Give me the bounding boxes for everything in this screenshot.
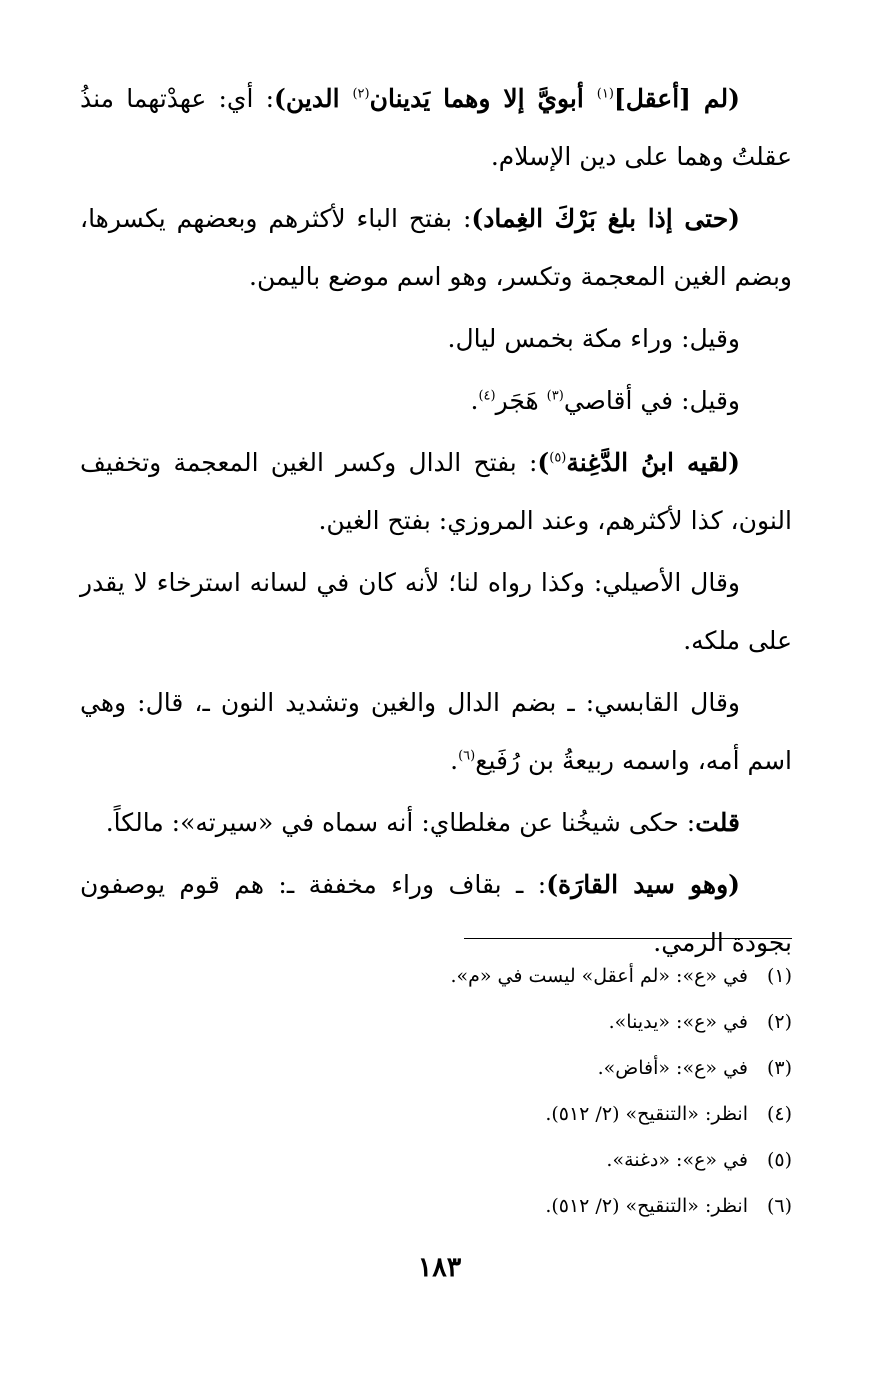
footnote-text: انظر: «التنقيح» (٢/ ٥١٢).: [545, 1195, 748, 1217]
footnote: [80, 1183, 792, 1229]
bold-text: قلت: [695, 808, 740, 837]
footnote-text: في «ع»: «لم أعقل» ليست في «م».: [450, 965, 748, 987]
footnote-text: في «ع»: «يدينا».: [608, 1011, 748, 1033]
footnote-reference: (٥): [549, 450, 567, 466]
footnote: [80, 999, 792, 1045]
bold-text: (لقيه ابنُ الدَّغِنة: [566, 448, 741, 477]
paragraph: [80, 372, 792, 430]
bold-text: (لم [أعقل]: [613, 84, 740, 113]
bold-text: (وهو سيد القارَة): [546, 870, 740, 899]
body-text: : بفتح الباء لأكثرهم وبعضهم يكسرها، وبضم الغين المعجمة وتكسر، وهو اسم موضع باليمن.: [80, 204, 792, 291]
main-text: [80, 70, 792, 976]
footnote-number: (٢): [766, 1011, 792, 1033]
footnote: [80, 953, 792, 999]
paragraph: [80, 434, 792, 550]
body-text: وقال الأصيلي: وكذا رواه لنا؛ لأنه كان في لسانه استرخاء لا يقدر على ملكه.: [80, 568, 792, 655]
body-text: وقيل: في أقاصي: [563, 386, 740, 415]
footnote-text: انظر: «التنقيح» (٢/ ٥١٢).: [545, 1103, 748, 1125]
body-text: .: [450, 746, 459, 775]
bold-text: الدين): [274, 84, 353, 113]
paragraph: [80, 674, 792, 790]
body-text: هَجَر: [495, 386, 547, 415]
paragraph: [80, 70, 792, 186]
bold-text: أبويَّ إلا وهما يَدينان: [369, 84, 597, 113]
footnote-text: في «ع»: «دغنة».: [606, 1149, 748, 1171]
bold-text: ): [537, 448, 550, 477]
footnote-number: (١): [766, 965, 792, 987]
paragraph: [80, 794, 792, 852]
body-text: وقيل: وراء مكة بخمس ليال.: [447, 324, 740, 353]
footnote-reference: (٤): [478, 388, 496, 404]
footnote: [80, 1091, 792, 1137]
footnote: [80, 1045, 792, 1091]
footnote-number: (٥): [766, 1149, 792, 1171]
body-text: .: [470, 386, 479, 415]
footnote-list: [80, 953, 792, 1229]
page-number: ١٨٣: [417, 1252, 462, 1283]
footnote-reference: (٣): [546, 388, 564, 404]
footnote-number: (٦): [766, 1195, 792, 1217]
footnote-text: في «ع»: «أفاض».: [597, 1057, 748, 1079]
body-text: وقال القابسي: ـ بضم الدال والغين وتشديد النون ـ، قال: وهي اسم أمه، واسمه ربيعةُ بن رُفَيع: [80, 688, 792, 775]
body-text: : ـ بقاف وراء مخففة ـ: هم قوم يوصفون بجودة الرمي.: [80, 870, 792, 957]
footnotes-section: [80, 938, 792, 1229]
footnote: [80, 1137, 792, 1183]
footnote-number: (٣): [766, 1057, 792, 1079]
paragraph: [80, 310, 792, 368]
footnote-reference: (١): [596, 86, 614, 102]
paragraph: [80, 190, 792, 306]
body-text: : أي: عهدْتهما منذُ عقلتُ وهما على دين الإسلام.: [80, 84, 792, 171]
footnote-separator: [464, 938, 792, 939]
footnote-reference: (٦): [458, 748, 476, 764]
paragraph: [80, 554, 792, 670]
footnote-reference: (٢): [352, 86, 370, 102]
footnote-number: (٤): [766, 1103, 792, 1125]
body-text: : حكى شيخُنا عن مغلطاي: أنه سماه في «سيرته»: مالكاً.: [105, 808, 696, 837]
bold-text: (حتى إذا بلغ بَرْكَ الغِماد): [471, 204, 741, 233]
body-text: : بفتح الدال وكسر الغين المعجمة وتخفيف النون، كذا لأكثرهم، وعند المروزي: بفتح الغين.: [80, 448, 792, 535]
